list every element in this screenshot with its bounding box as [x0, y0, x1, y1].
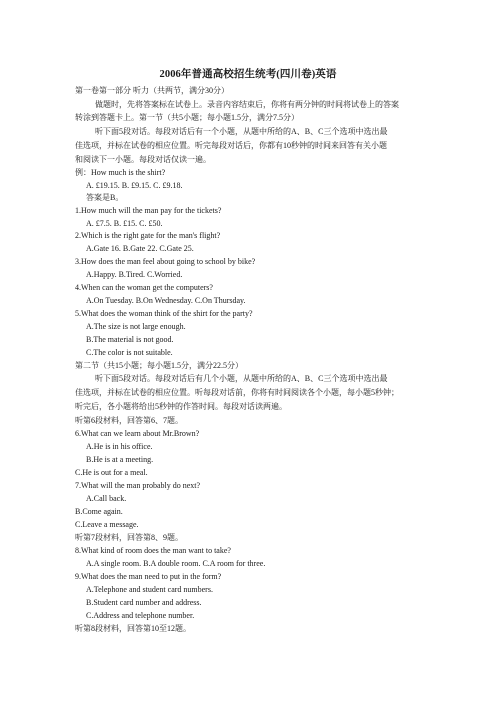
instruction-text: 听下面5段对话。每段对话后有一个小题，从题中所给的A、B、C三个选项中选出最 [95, 127, 388, 136]
question-option: B.Student card number and address. [86, 598, 202, 607]
question: 5.What does the woman think of the shirt for the party? [75, 309, 253, 318]
example-answer: 答案是B。 [86, 193, 124, 202]
question-options: A.On Tuesday. B.On Wednesday. C.On Thursday. [86, 296, 246, 305]
question: 7.What will the man probably do next? [75, 481, 201, 490]
question-options: A.Gate 16. B.Gate 22. C.Gate 25. [86, 244, 194, 253]
question-option: A.The size is not large enough. [86, 322, 186, 331]
question: 8.What kind of room does the man want to take? [75, 546, 231, 555]
question-options: A.Happy. B.Tired. C.Worried. [86, 270, 183, 279]
question-option: A.Call back. [86, 494, 127, 503]
question-option: C.The color is not suitable. [86, 348, 173, 357]
question: 6.What can we learn about Mr.Brown? [75, 429, 200, 438]
instruction-text: 转涂到答题卡上。第一节（共5小题；每小题1.5分，满分7.5分） [75, 113, 299, 122]
question-option: C.He is out for a meal. [75, 468, 148, 477]
example-question: 例：How much is the shirt? [75, 168, 166, 177]
question: 4.When can the woman get the computers? [75, 283, 213, 292]
example-options: A. £19.15. B. £9.15. C. £9.18. [86, 181, 183, 190]
question: 2.Which is the right gate for the man's flight? [75, 231, 221, 240]
passage-heading: 听第8段材料，回答第10至12题。 [75, 624, 191, 633]
instruction-text: 听完后，各小题将给出5秒钟的作答时间。每段对话读两遍。 [75, 402, 287, 411]
question: 1.How much will the man pay for the tickets? [75, 206, 222, 215]
instruction-text: 佳选项，并标在试卷的相应位置。听完每段对话后，你都有10秒钟的时间来回答有关小题 [75, 141, 387, 150]
section-heading: 第一卷第一部分 听力（共两节，满分30分） [75, 86, 229, 95]
question-option: A.Telephone and student card numbers. [86, 585, 213, 594]
passage-heading: 听第7段材料，回答第8、9题。 [75, 533, 183, 542]
passage-heading: 听第6段材料，回答第6、7题。 [75, 416, 183, 425]
question-option: B.Come again. [75, 507, 123, 516]
instruction-text: 做题时，先将答案标在试卷上。录音内容结束后，你将有两分钟的时间将试卷上的答案 [95, 100, 399, 109]
section-heading: 第二节（共15小题；每小题1.5分，满分22.5分） [75, 361, 243, 370]
question: 9.What does the man need to put in the form? [75, 572, 222, 581]
question-option: B.The material is not good. [86, 335, 174, 344]
question-option: B.He is at a meeting. [86, 455, 154, 464]
question-options: A.A single room. B.A double room. C.A room for three. [86, 559, 266, 568]
question-option: C.Leave a message. [75, 520, 139, 529]
question-option: A.He is in his office. [86, 442, 153, 451]
question: 3.How does the man feel about going to school by bike? [75, 257, 256, 266]
instruction-text: 听下面5段对话。每段对话后有几个小题，从题中所给的A、B、C三个选项中选出最 [95, 374, 388, 383]
question-option: C.Address and telephone number. [86, 611, 195, 620]
document-title: 2006年普通高校招生统考(四川卷)英语 [159, 69, 337, 80]
question-options: A. £7.5. B. £15. C. £50. [86, 219, 163, 228]
instruction-text: 佳选项，并标在试卷的相应位置。听每段对话前，你将有时间阅读各个小题，每小题5秒钟； [75, 388, 399, 397]
instruction-text: 和阅读下一小题。每段对话仅读一遍。 [75, 155, 211, 164]
